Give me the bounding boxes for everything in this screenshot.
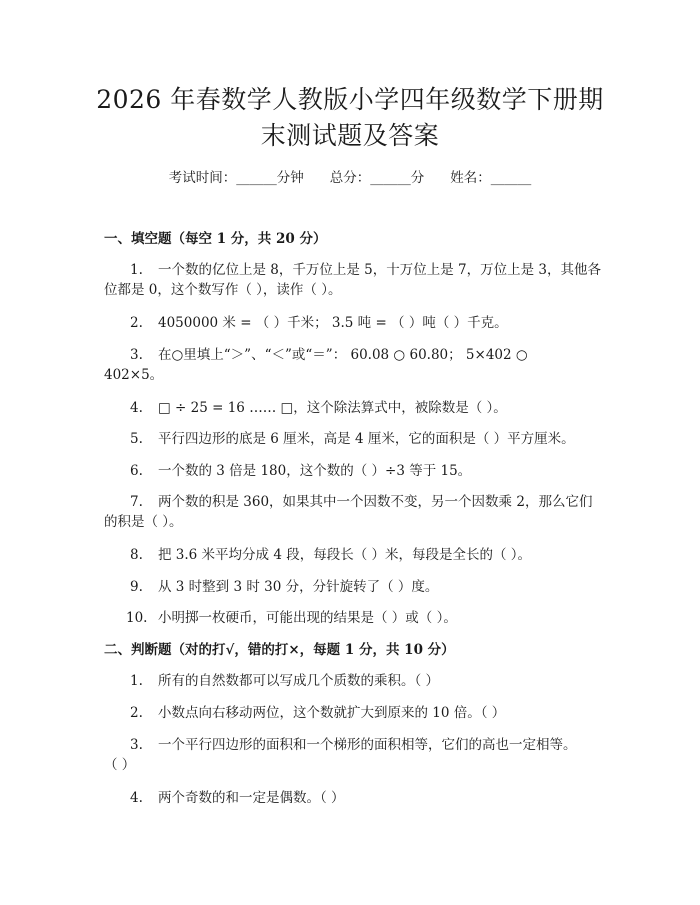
question-text: 在○里填上“＞”、“＜”或“＝”： 60.08 ○ 60.80； 5×402 ○ — [158, 347, 528, 363]
title-line-1: 2026 年春数学人教版小学四年级数学下册期 — [96, 85, 604, 114]
question-number: 2. — [130, 315, 143, 331]
question-text: 小数点向右移动两位，这个数就扩大到原来的 10 倍。（ ） — [158, 705, 506, 721]
question-number: 5. — [130, 431, 143, 447]
section-heading-true-false: 二、判断题（对的打√，错的打×，每题 1 分，共 10 分） — [104, 642, 455, 658]
question-number: 4. — [130, 400, 143, 416]
question-number: 3. — [130, 347, 143, 363]
question-text-continued: 位都是 0，这个数写作（ ），读作（ ）。 — [104, 282, 342, 298]
question-text: 4050000 米 = （ ）千米； 3.5 吨 = （ ）吨（ ）千克。 — [158, 315, 508, 331]
exam-score: 总分：______分 — [329, 170, 425, 186]
question-number: 7. — [130, 494, 143, 510]
question-text: 小明掷一枚硬币，可能出现的结果是（ ）或（ ）。 — [158, 610, 457, 626]
question-number: 6. — [130, 463, 143, 479]
question-text: 平行四边形的底是 6 厘米，高是 4 厘米，它的面积是（ ）平方厘米。 — [158, 431, 575, 447]
question-number: 10. — [126, 610, 148, 626]
question-text: 一个平行四边形的面积和一个梯形的面积相等，它们的高也一定相等。 — [158, 737, 577, 753]
question-number: 8. — [130, 547, 143, 563]
question-number: 1. — [130, 673, 143, 689]
student-name: 姓名：______ — [450, 170, 532, 186]
question-text: 一个数的 3 倍是 180，这个数的（ ）÷3 等于 15。 — [158, 463, 472, 479]
question-text: 两个数的积是 360，如果其中一个因数不变，另一个因数乘 2，那么它们 — [158, 494, 593, 510]
section-heading-fill-in: 一、填空题（每空 1 分，共 20 分） — [104, 231, 327, 247]
question-text: 所有的自然数都可以写成几个质数的乘积。（ ） — [158, 673, 440, 689]
question-text: 一个数的亿位上是 8，千万位上是 5，十万位上是 7，万位上是 3，其他各 — [158, 262, 602, 278]
question-number: 4. — [130, 790, 143, 806]
question-text-continued: 402×5。 — [104, 367, 164, 383]
exam-meta — [0, 168, 700, 188]
question-number: 2. — [130, 705, 143, 721]
question-number: 9. — [130, 579, 143, 595]
question-number: 1. — [130, 262, 143, 278]
question-text: 把 3.6 米平均分成 4 段，每段长（ ）米，每段是全长的（ ）。 — [158, 547, 532, 563]
question-number: 3. — [130, 737, 143, 753]
question-text: □ ÷ 25 = 16 …… □，这个除法算式中，被除数是（ ）。 — [158, 400, 507, 416]
exam-time: 考试时间：______分钟 — [168, 170, 304, 186]
question-text-continued: （ ） — [104, 757, 136, 773]
question-text-continued: 的积是（ ）。 — [104, 514, 183, 530]
title-line-2: 末测试题及答案 — [260, 121, 440, 150]
question-text: 从 3 时整到 3 时 30 分，分针旋转了（ ）度。 — [158, 579, 439, 595]
question-text: 两个奇数的和一定是偶数。（ ） — [158, 790, 345, 806]
